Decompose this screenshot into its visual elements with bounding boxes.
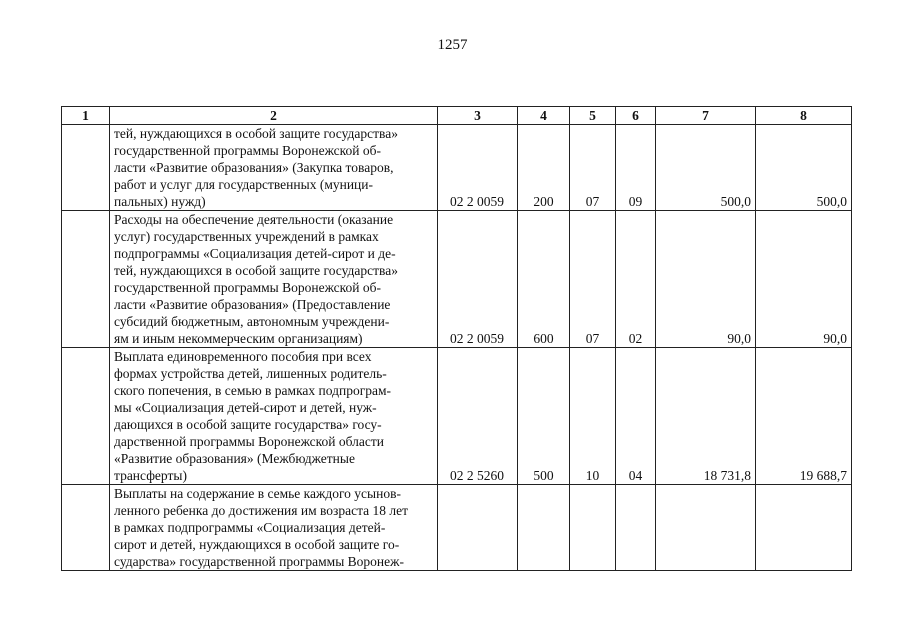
- row-number-cell: [62, 348, 110, 485]
- table-row: [62, 211, 852, 348]
- column-header: 3: [438, 107, 518, 125]
- amount-cell: 90,0: [756, 211, 852, 348]
- column-header: 7: [656, 107, 756, 125]
- program-code-cell: 02 2 5260: [438, 348, 518, 485]
- amount-cell: 500,0: [656, 125, 756, 211]
- expense-type-cell: 600: [518, 211, 570, 348]
- amount-cell: [656, 485, 756, 571]
- expense-type-cell: [518, 485, 570, 571]
- column-header: 2: [110, 107, 438, 125]
- expense-type-cell: 500: [518, 348, 570, 485]
- section-cell: 10: [570, 348, 616, 485]
- table-row: [62, 125, 852, 211]
- subsection-cell: 02: [616, 211, 656, 348]
- amount-cell: 19 688,7: [756, 348, 852, 485]
- section-cell: [570, 485, 616, 571]
- program-code-cell: 02 2 0059: [438, 125, 518, 211]
- description-cell: Расходы на обеспечение деятельности (оказание услуг) государственных учреждений в рамках подпрограммы «Социализация детей-сирот и де- тей, нуждающихся в особой защите государства» государственной программы Воронежской об- ласти «Развитие образования» (Предоставление субсидий бюджетным, автономным учреждени- ям и иным некоммерческим организациям): [110, 211, 438, 348]
- section-cell: 07: [570, 211, 616, 348]
- column-header: 4: [518, 107, 570, 125]
- description-cell: Выплата единовременного пособия при всех формах устройства детей, лишенных родитель- ского попечения, в семью в рамках подпрограм- мы «Социализация детей-сирот и детей, нуж- дающихся в особой защите государства» госу- дарственной программы Воронежской области «Развитие образования» (Межбюджетные трансферты): [110, 348, 438, 485]
- description-cell: Выплаты на содержание в семье каждого усынов- ленного ребенка до достижения им возраста 18 лет в рамках подпрограммы «Социализация детей- сирот и детей, нуждающихся в особой защите го- сударства» государственной программы Воронеж-: [110, 485, 438, 571]
- table-row: [62, 485, 852, 571]
- amount-cell: [756, 485, 852, 571]
- row-number-cell: [62, 211, 110, 348]
- amount-cell: 90,0: [656, 211, 756, 348]
- program-code-cell: 02 2 0059: [438, 211, 518, 348]
- column-header: 6: [616, 107, 656, 125]
- row-number-cell: [62, 485, 110, 571]
- amount-cell: 18 731,8: [656, 348, 756, 485]
- program-code-cell: [438, 485, 518, 571]
- row-number-cell: [62, 125, 110, 211]
- expense-type-cell: 200: [518, 125, 570, 211]
- budget-table: [61, 106, 852, 571]
- subsection-cell: 04: [616, 348, 656, 485]
- column-header: 1: [62, 107, 110, 125]
- amount-cell: 500,0: [756, 125, 852, 211]
- table-row: [62, 348, 852, 485]
- page-number: 1257: [437, 37, 468, 53]
- header-row: [62, 107, 852, 125]
- description-cell: тей, нуждающихся в особой защите государства» государственной программы Воронежской об- ласти «Развитие образования» (Закупка товаров, работ и услуг для государственных (муници- пальных) нужд): [110, 125, 438, 211]
- subsection-cell: [616, 485, 656, 571]
- section-cell: 07: [570, 125, 616, 211]
- column-header: 8: [756, 107, 852, 125]
- subsection-cell: 09: [616, 125, 656, 211]
- column-header: 5: [570, 107, 616, 125]
